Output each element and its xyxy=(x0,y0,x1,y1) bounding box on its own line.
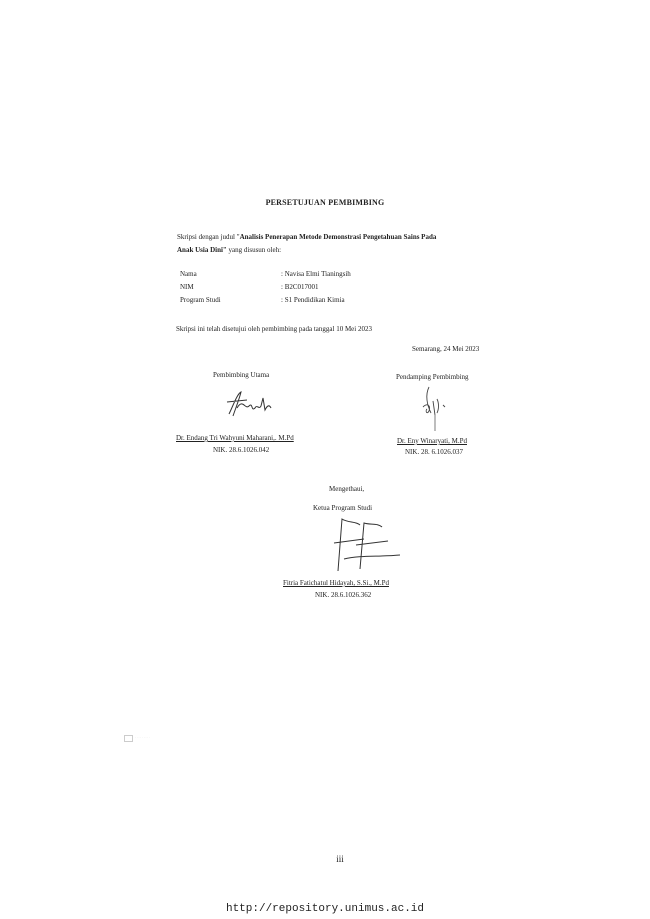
advisor2-nik: NIK. 28. 6.1026.037 xyxy=(405,448,463,456)
field-label-program: Program Studi xyxy=(180,296,221,304)
field-value-nim: : B2C017001 xyxy=(281,283,319,291)
field-label-nama: Nama xyxy=(180,270,197,278)
head-signature xyxy=(330,515,410,582)
field-value-program: : S1 Pendidikan Kimia xyxy=(281,296,345,304)
intro-paragraph xyxy=(177,231,507,257)
head-name: Fitria Fatichatul Hidayah, S.Si., M.Pd xyxy=(283,579,389,587)
advisor1-role: Pembimbing Utama xyxy=(213,371,270,379)
thesis-title-line2: Anak Usia Dini" xyxy=(177,246,227,254)
advisor2-role: Pendamping Pembimbing xyxy=(396,373,469,381)
intro-suffix: yang disusun oleh: xyxy=(226,246,282,254)
advisor2-signature xyxy=(415,385,459,438)
field-label-nim: NIM xyxy=(180,283,194,291)
page-number: iii xyxy=(336,854,344,864)
head-role: Ketua Program Studi xyxy=(313,504,373,512)
scan-stamp-icon: · · · · · · · · · xyxy=(124,735,150,742)
footer-url[interactable]: http://repository.unimus.ac.id xyxy=(225,903,425,915)
place-date: Semarang, 24 Mei 2023 xyxy=(412,345,480,353)
field-value-nama: : Navisa Elmi Tianingsih xyxy=(281,270,351,278)
thesis-title-line1: Analisis Penerapan Metode Demonstrasi Pengetahuan Sains Pada xyxy=(239,233,437,241)
advisor1-nik: NIK. 28.6.1026.042 xyxy=(213,446,270,454)
document-title: PERSETUJUAN PEMBIMBING xyxy=(265,198,385,207)
acknowledged-label: Mengethaui, xyxy=(329,485,365,493)
intro-prefix: Skripsi dengan judul " xyxy=(177,233,240,241)
advisor2-name: Dr. Eny Winaryati, M.Pd xyxy=(397,437,467,445)
approval-text: Skripsi ini telah disetujui oleh pembimbing pada tanggal 10 Mei 2023 xyxy=(176,325,372,333)
advisor1-signature xyxy=(225,388,277,425)
head-nik: NIK. 28.6.1026.362 xyxy=(315,591,372,599)
advisor1-name: Dr. Endang Tri Wahyuni Maharani,. M.Pd xyxy=(176,434,294,442)
